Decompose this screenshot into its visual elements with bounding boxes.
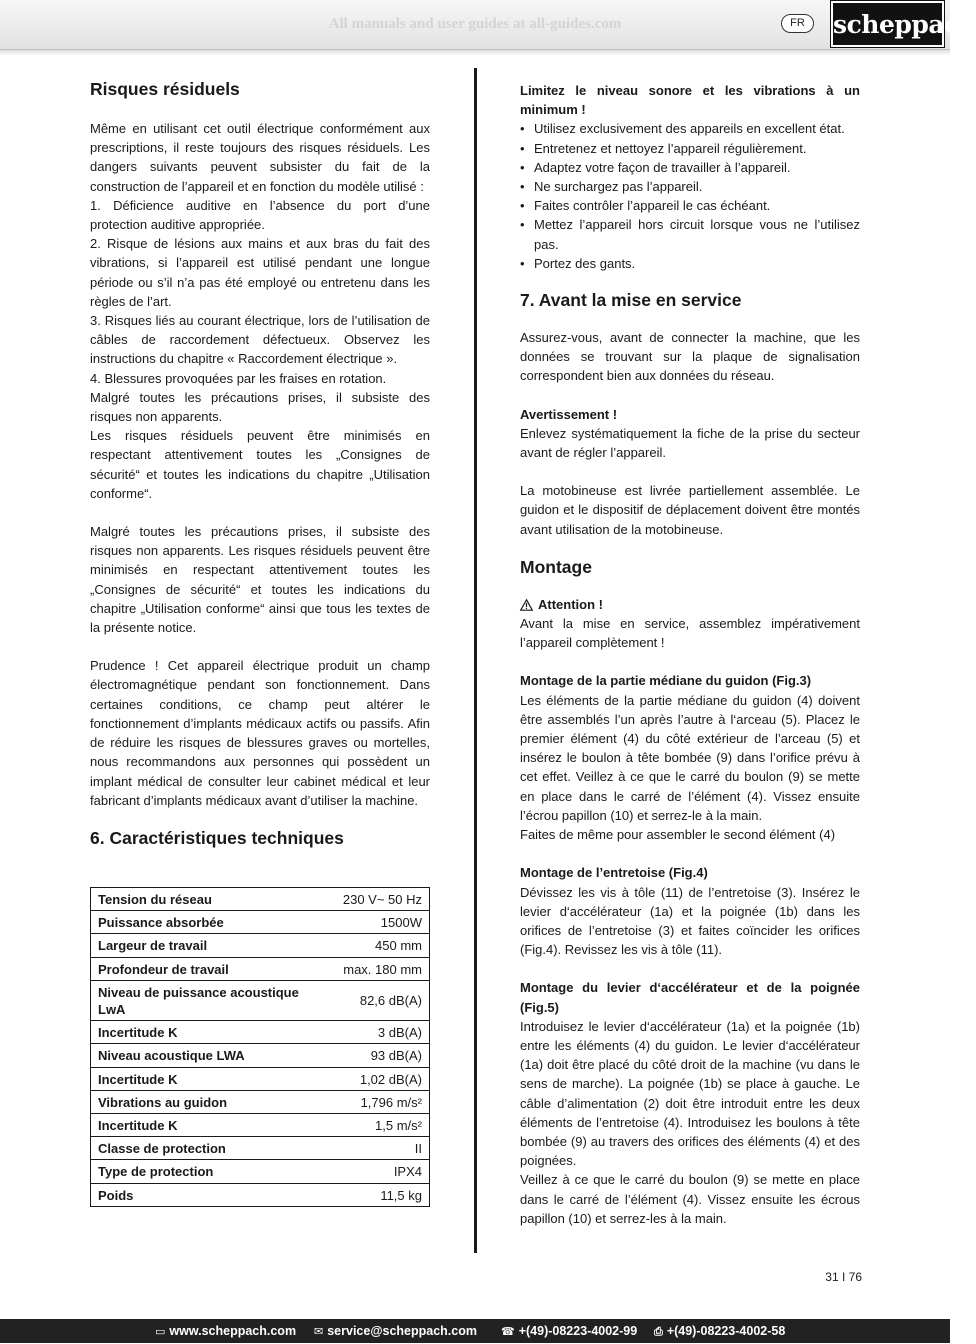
warning-text: Enlevez systématiquement la fiche de la prise du secteur avant de régler l’appareil. — [520, 425, 860, 461]
spec-value: 93 dB(A) — [326, 1044, 430, 1067]
spec-label: Tension du réseau — [91, 888, 326, 911]
list-item: • Adaptez votre façon de travailler à l’appareil. — [520, 158, 860, 177]
footer-email[interactable] — [314, 1319, 477, 1344]
spec-label: Type de protection — [91, 1160, 326, 1183]
spec-value: IPX4 — [326, 1160, 430, 1183]
residual-paragraph: 3. Risques liés au courant électrique, lors de l’utilisation de câbles de raccordement défectueux. Observez les instructions du chapitre « Raccordement électrique ». — [90, 313, 430, 367]
footer-fax-text: +(49)-08223-4002-58 — [666, 1324, 786, 1338]
section-spacer-title: Montage de l’entretoise (Fig.4) — [520, 865, 708, 881]
residual-paragraph: 2. Risque de lésions aux mains et aux bras du fait des vibrations, si l’appareil est utilisé pendant une longue période ou s’il n’a pas été employé ou entretenu dans les règles de l’art. — [90, 236, 430, 309]
page-header — [0, 0, 976, 50]
specs-table — [90, 887, 430, 1207]
table-row — [91, 1183, 430, 1206]
right-column — [520, 81, 860, 1228]
brand-logo: scheppach — [831, 1, 944, 47]
section-throttle-text-2: Veillez à ce que le carré du boulon (9) se mette en place dans le carré de l’élément (4). Vissez ensuite les écrous papillon (10) et serrez-les à la main. — [520, 1172, 860, 1226]
section-throttle-title: Montage du levier d‘accélérateur et de la poignée (Fig.5) — [520, 980, 860, 1015]
attention-title: Attention ! — [538, 596, 603, 612]
language-badge: FR — [781, 14, 814, 33]
footer-fax — [654, 1319, 785, 1344]
montage-title: Montage — [520, 556, 592, 577]
table-row — [91, 1090, 430, 1113]
footer-phone[interactable] — [501, 1319, 637, 1344]
section-throttle-text: Introduisez le levier d‘accélérateur (1a) et la poignée (1b) entre les éléments (4) du guidon. Le levier d‘accélérateur (1a) doit être placé du côté droit de la machine (vu dans le sens de marche). La poignée (1b) se place à gauche. Le câble d’alimentation (2) doit être introduit entre les deux éléments de l’entretoise (4). Introduisez les boulons à tête bombée (9) au travers des orifices des éléments (4) et des poignées. — [520, 1018, 860, 1169]
spec-value: 11,5 kg — [326, 1183, 430, 1206]
section-handlebar-text: Les éléments de la partie médiane du guidon (4) doivent être assemblés l’un après l’autre à l‘arceau (5). Placez le premier élément (4) du côté extérieur de l’arceau (5) et insérez le boulon à tête bombée (9) dans l’orifice prévu à cet effet. Veillez à ce que le carré du boulon (9) se mette en place dans le carré de l’élément (4). Vissez ensuite l’écrou papillon (10) et serrez-le à la main. — [520, 692, 860, 823]
footer-web[interactable] — [155, 1319, 296, 1344]
residual-paragraph: 1. Déficience auditive en l’absence du port d’une protection auditive appropriée. — [90, 197, 430, 233]
table-row — [91, 1067, 430, 1090]
spec-label: Incertitude K — [91, 1114, 326, 1137]
spec-label: Niveau acoustique LWA — [91, 1044, 326, 1067]
spec-label: Poids — [91, 1183, 326, 1206]
table-row — [91, 934, 430, 957]
phone-icon: ☎ — [501, 1326, 515, 1338]
spec-label: Incertitude K — [91, 1067, 326, 1090]
spec-label: Niveau de puissance acoustique LwA — [91, 980, 326, 1020]
spec-value: 1500W — [326, 911, 430, 934]
residual-paragraph: Les risques résiduels peuvent être minimisés en respectant attentivement toutes les „Consignes de sécurité“ et toutes les indications du chapitre „Utilisation conforme“. — [90, 428, 430, 501]
footer-web-text: www.scheppach.com — [169, 1324, 297, 1338]
residual-paragraph-2: Malgré toutes les précautions prises, il subsiste des risques non apparents. Les risques résiduels peuvent être minimisés en respectant attentivement toutes les „Consignes de sécurité“ et toutes les indications du chapitre „Utilisation conforme“ ainsi que tous les textes de la présente notice. — [90, 524, 430, 636]
spec-label: Classe de protection — [91, 1137, 326, 1160]
residual-paragraph: 4. Blessures provoquées par les fraises en rotation. — [90, 370, 387, 386]
list-item: • Faites contrôler l’appareil le cas échéant. — [520, 196, 860, 215]
watermark: All manuals and user guides at all-guides.com — [328, 16, 622, 32]
delivery-paragraph: La motobineuse est livrée partiellement assemblée. Le guidon et le dispositif de déplacement doivent être montés avant utilisation de la motobineuse. — [520, 483, 860, 537]
spec-value: 1,5 m/s² — [326, 1114, 430, 1137]
spec-label: Vibrations au guidon — [91, 1090, 326, 1113]
list-item: • Mettez l’appareil hors circuit lorsque vous ne l’utilisez pas. — [520, 215, 860, 253]
spec-label: Profondeur de travail — [91, 957, 326, 980]
spec-label: Puissance absorbée — [91, 911, 326, 934]
spec-value: 450 mm — [326, 934, 430, 957]
spec-value: 230 V~ 50 Hz — [326, 888, 430, 911]
spec-value: 3 dB(A) — [326, 1021, 430, 1044]
fax-icon: ⎙ — [654, 1326, 663, 1338]
mail-icon: ✉ — [314, 1326, 324, 1338]
footer-email-text: service@scheppach.com — [327, 1324, 477, 1338]
table-row — [91, 980, 430, 1020]
warning-triangle-icon — [520, 599, 533, 611]
section-handlebar-text-2: Faites de même pour assembler le second élément (4) — [520, 827, 836, 843]
residual-paragraph: Malgré toutes les précautions prises, il subsiste des risques non apparents. — [90, 389, 430, 425]
attention-heading — [520, 595, 860, 614]
footer-phone-text: +(49)-08223-4002-99 — [518, 1324, 638, 1338]
table-row — [91, 888, 430, 911]
section-spacer-text: Dévissez les vis à tôle (11) de l’entretoise (3). Insérez le levier d‘accélérateur (1a) et la poignée (1b) dans les orifices de l’entretoise (3) et faites coïncider les orifices (Fig.4). Revissez les vis à tôle (11). — [520, 884, 860, 958]
table-row — [91, 957, 430, 980]
left-column — [90, 78, 430, 849]
noise-list — [520, 119, 860, 273]
residual-risks-title: Risques résiduels — [90, 79, 240, 99]
attention-text: Avant la mise en service, assemblez impérativement l’appareil complètement ! — [520, 616, 860, 651]
spec-value: max. 180 mm — [326, 957, 430, 980]
list-item: • Ne surchargez pas l’appareil. — [520, 177, 860, 196]
spec-value: II — [326, 1137, 430, 1160]
spec-value: 1,796 m/s² — [326, 1090, 430, 1113]
section-handlebar-title: Montage de la partie médiane du guidon (Fig.3) — [520, 673, 812, 689]
table-row — [91, 1137, 430, 1160]
list-item: • Entretenez et nettoyez l’appareil régulièrement. — [520, 139, 860, 158]
residual-paragraph: Même en utilisant cet outil électrique conformément aux prescriptions, il reste toujours des risques résiduels. Les dangers suivants peuvent subsister du fait de la construction de l’appareil et en fonction du modèle utilisé : — [90, 121, 430, 194]
table-row — [91, 1114, 430, 1137]
table-row — [91, 1160, 430, 1183]
computer-icon: ▭ — [155, 1326, 166, 1338]
spec-label: Largeur de travail — [91, 934, 326, 957]
page-number: 31 I 76 — [825, 1270, 862, 1284]
before-paragraph: Assurez-vous, avant de connecter la machine, que les données se trouvant sur la plaque de signalisation correspondent bien aux données du réseau. — [520, 330, 860, 384]
warning-title: Avertissement ! — [520, 406, 618, 422]
table-row — [91, 1021, 430, 1044]
table-row — [91, 911, 430, 934]
page-footer — [0, 1319, 950, 1343]
column-divider — [474, 68, 477, 1253]
list-item: • Portez des gants. — [520, 254, 860, 273]
noise-heading: Limitez le niveau sonore et les vibrations à un minimum ! — [520, 83, 860, 118]
specs-title: 6. Caractéristiques techniques — [90, 827, 344, 848]
emf-warning-paragraph: Prudence ! Cet appareil électrique produit un champ électromagnétique pendant son fonctionnement. Dans certaines conditions, ce champ peut altérer le fonctionnement d’implants médicaux actifs ou passifs. Afin de réduire les risques de blessures graves ou mortelles, nous recommandons aux personnes qui possèdent un implant médical de consulter leur cabinet médical et leur fabricant d’implants médicaux avant d’utiliser la machine. — [90, 658, 430, 808]
table-row — [91, 1044, 430, 1067]
list-item: • Utilisez exclusivement des appareils en excellent état. — [520, 119, 860, 138]
spec-value: 1,02 dB(A) — [326, 1067, 430, 1090]
before-service-title: 7. Avant la mise en service — [520, 290, 742, 311]
spec-label: Incertitude K — [91, 1021, 326, 1044]
header-shadow — [0, 50, 950, 56]
spec-value: 82,6 dB(A) — [326, 980, 430, 1020]
